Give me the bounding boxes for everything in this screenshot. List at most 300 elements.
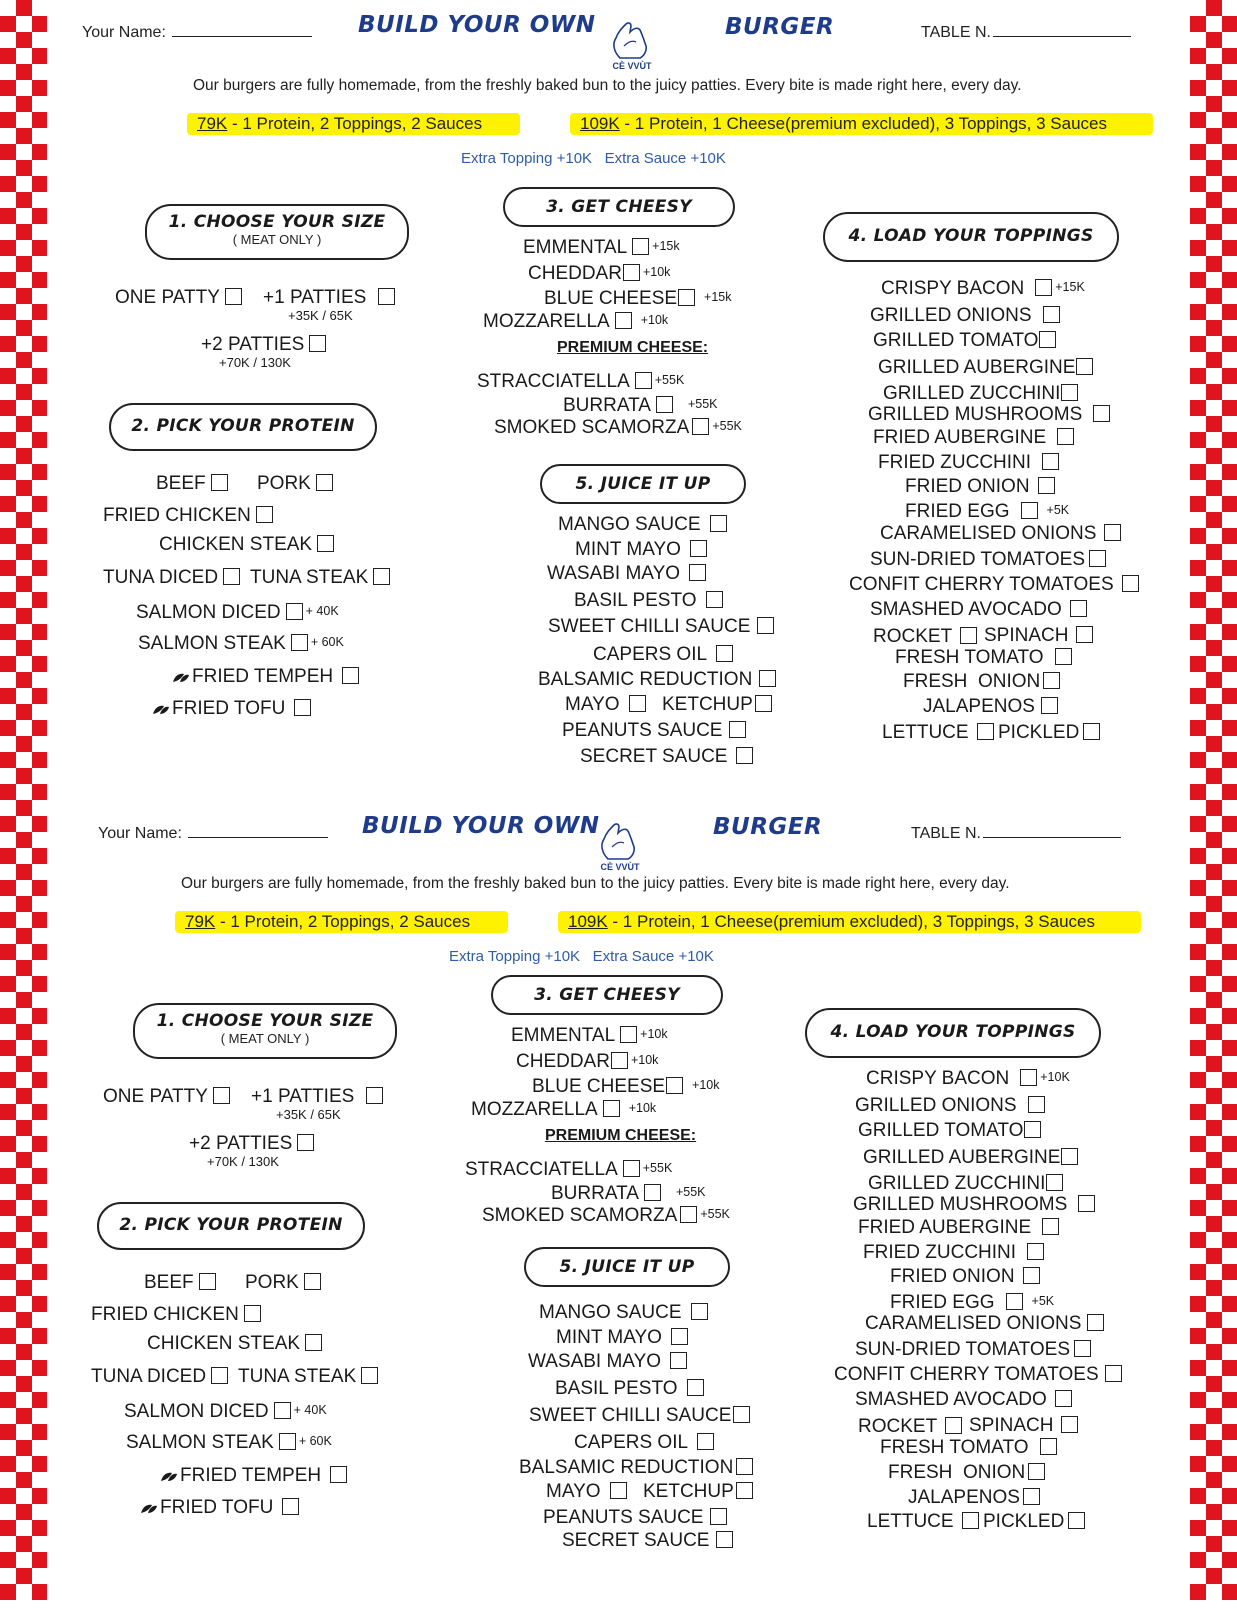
topping-grilled-onions[interactable]: [855, 1095, 1048, 1117]
checkbox[interactable]: [710, 1508, 727, 1525]
section-cheese-header: [491, 975, 723, 1015]
checkbox[interactable]: [1061, 1148, 1078, 1165]
extras-note: Extra Topping +10K Extra Sauce +10K: [461, 150, 726, 167]
protein-pork[interactable]: [257, 473, 336, 495]
checkbox[interactable]: [1104, 524, 1121, 541]
checkbox[interactable]: [1089, 550, 1106, 567]
sauce-secret[interactable]: [580, 746, 756, 768]
topping-jalapenos[interactable]: [923, 696, 1061, 718]
checkbox[interactable]: [225, 288, 242, 305]
topping-confit-cherry-tomatoes[interactable]: [849, 574, 1142, 596]
checkbox[interactable]: [317, 535, 334, 552]
option-label: FRIED ZUCCHINI: [878, 452, 1032, 473]
checkbox[interactable]: [1046, 1174, 1063, 1191]
topping-spinach[interactable]: [984, 625, 1096, 647]
checkbox[interactable]: [1028, 1096, 1045, 1113]
checkbox[interactable]: [378, 288, 395, 305]
option-label: GRILLED AUBERGINE: [878, 357, 1076, 378]
sauce-basil-pesto[interactable]: [555, 1378, 707, 1400]
checkbox[interactable]: [962, 1512, 979, 1529]
checkbox[interactable]: [736, 1458, 753, 1475]
section-cheese-title: 3. GET CHEESY: [534, 985, 680, 1005]
topping-grilled-zucchini[interactable]: [883, 383, 1081, 405]
checkbox[interactable]: [1061, 384, 1078, 401]
option-label: FRIED AUBERGINE: [873, 427, 1047, 448]
checker-border-left: [0, 0, 47, 1600]
option-label: FRIED TOFU: [172, 698, 286, 719]
option-label: +2 PATTIES: [189, 1133, 293, 1154]
option-label: CAPERS OIL: [593, 644, 708, 665]
protein-tuna-diced[interactable]: [91, 1366, 231, 1388]
protein-fried-tofu[interactable]: [140, 1497, 302, 1519]
checkbox[interactable]: [697, 1433, 714, 1450]
section-toppings-title: 4. LOAD YOUR TOPPINGS: [830, 1022, 1076, 1042]
option-plus1-patties[interactable]: [251, 1086, 386, 1108]
checkbox[interactable]: [629, 695, 646, 712]
checkbox[interactable]: [687, 1379, 704, 1396]
sauce-peanuts[interactable]: [562, 720, 749, 742]
checkbox[interactable]: [736, 747, 753, 764]
cheese-stracciatella[interactable]: [477, 371, 684, 393]
protein-salmon-steak[interactable]: [138, 633, 344, 655]
checkbox[interactable]: [1068, 1512, 1085, 1529]
checkbox[interactable]: [1122, 575, 1139, 592]
cheese-blue[interactable]: [532, 1076, 720, 1098]
checkbox[interactable]: [1074, 1340, 1091, 1357]
option-label: MAYO: [565, 694, 620, 715]
section-cheese-header: [503, 187, 735, 227]
checkbox[interactable]: [635, 372, 652, 389]
option-label: CARAMELISED ONIONS: [880, 523, 1097, 544]
checkbox[interactable]: [1042, 1218, 1059, 1235]
topping-grilled-tomato[interactable]: [858, 1120, 1044, 1142]
checkbox[interactable]: [1021, 502, 1038, 519]
checkbox[interactable]: [623, 264, 640, 281]
option-label: GRILLED ONIONS: [855, 1095, 1017, 1116]
checkbox[interactable]: [1006, 1293, 1023, 1310]
topping-rocket[interactable]: [858, 1416, 965, 1438]
sauce-capers-oil[interactable]: [574, 1432, 717, 1454]
option-label: BLUE CHEESE: [544, 288, 678, 309]
checkbox[interactable]: [274, 1402, 291, 1419]
topping-lettuce[interactable]: [882, 722, 997, 744]
topping-fried-zucchini[interactable]: [863, 1242, 1047, 1264]
protein-salmon-diced[interactable]: [124, 1401, 327, 1423]
checkbox[interactable]: [309, 335, 326, 352]
protein-chicken-steak[interactable]: [147, 1333, 325, 1355]
checkbox[interactable]: [632, 238, 649, 255]
topping-grilled-tomato[interactable]: [873, 330, 1059, 352]
topping-fried-aubergine[interactable]: [873, 427, 1077, 449]
sauce-mango[interactable]: [539, 1302, 711, 1324]
checkbox[interactable]: [294, 699, 311, 716]
checkbox[interactable]: [716, 1531, 733, 1548]
cheese-emmental[interactable]: [511, 1025, 668, 1047]
topping-sun-dried-tomatoes[interactable]: [870, 549, 1109, 571]
sauce-wasabi-mayo[interactable]: [547, 563, 709, 585]
topping-pickled[interactable]: [998, 722, 1103, 744]
sauce-balsamic[interactable]: [538, 669, 779, 691]
topping-fried-aubergine[interactable]: [858, 1217, 1062, 1239]
cheese-cheddar[interactable]: [528, 263, 670, 285]
checkbox[interactable]: [755, 695, 772, 712]
checkbox[interactable]: [611, 1052, 628, 1069]
option-label: PEANUTS SAUCE: [543, 1507, 704, 1528]
checkbox[interactable]: [1057, 428, 1074, 445]
price-note: +10K: [1040, 1070, 1070, 1084]
protein-chicken-steak[interactable]: [159, 534, 337, 556]
cheese-blue[interactable]: [544, 288, 732, 310]
cheese-burrata[interactable]: [563, 395, 718, 417]
checkbox[interactable]: [1023, 1267, 1040, 1284]
table-number-field[interactable]: [921, 24, 1131, 42]
checkbox[interactable]: [1027, 1243, 1044, 1260]
topping-grilled-mushrooms[interactable]: [868, 404, 1113, 426]
table-line[interactable]: [993, 24, 1131, 37]
checkbox[interactable]: [666, 1077, 683, 1094]
option-label: TUNA DICED: [91, 1366, 207, 1387]
checkbox[interactable]: [213, 1087, 230, 1104]
checkbox[interactable]: [1076, 626, 1093, 643]
checkbox[interactable]: [691, 1303, 708, 1320]
checkbox[interactable]: [1043, 672, 1060, 689]
option-label: GRILLED MUSHROOMS: [868, 404, 1083, 425]
checkbox[interactable]: [1076, 358, 1093, 375]
topping-lettuce[interactable]: [867, 1511, 982, 1533]
cheese-stracciatella[interactable]: [465, 1159, 672, 1181]
checkbox[interactable]: [1083, 723, 1100, 740]
checkbox[interactable]: [1040, 1438, 1057, 1455]
option-plus2-patties[interactable]: [201, 334, 329, 356]
checkbox[interactable]: [223, 568, 240, 585]
title-left: BUILD YOUR OWN: [358, 12, 596, 38]
option-label: SALMON DICED: [124, 1401, 269, 1422]
topping-grilled-zucchini[interactable]: [868, 1173, 1066, 1195]
premium-cheese-label: PREMIUM CHEESE:: [545, 1127, 697, 1144]
checkbox[interactable]: [757, 617, 774, 634]
checkbox[interactable]: [1043, 306, 1060, 323]
offer-109k-text: - 1 Protein, 1 Cheese(premium excluded), 3 Toppings, 3 Sauces: [607, 912, 1095, 931]
checkbox[interactable]: [1041, 697, 1058, 714]
protein-fried-tempeh[interactable]: [160, 1465, 350, 1487]
option-label: ROCKET: [873, 626, 953, 647]
topping-fried-onion[interactable]: [890, 1266, 1043, 1288]
option-label: FRESH ONION: [903, 671, 1041, 692]
checkbox[interactable]: [211, 1367, 228, 1384]
option-label: SALMON STEAK: [138, 633, 286, 654]
option-plus2-patties[interactable]: [189, 1133, 317, 1155]
your-name-field[interactable]: [98, 825, 328, 843]
checkbox[interactable]: [297, 1134, 314, 1151]
option-label: FRIED ONION: [905, 476, 1030, 497]
table-number-field[interactable]: [911, 825, 1121, 843]
topping-fried-onion[interactable]: [905, 476, 1058, 498]
protein-beef[interactable]: [144, 1272, 219, 1294]
checkbox[interactable]: [710, 515, 727, 532]
option-one-patty[interactable]: [103, 1086, 233, 1108]
checkbox[interactable]: [1061, 1416, 1078, 1433]
option-label: WASABI MAYO: [528, 1351, 662, 1372]
checkbox[interactable]: [366, 1087, 383, 1104]
checkbox[interactable]: [1038, 477, 1055, 494]
checkbox[interactable]: [316, 474, 333, 491]
checkbox[interactable]: [690, 540, 707, 557]
option-label: PEANUTS SAUCE: [562, 720, 723, 741]
option-label: +1 PATTIES: [263, 287, 367, 308]
sauce-balsamic[interactable]: [519, 1457, 756, 1479]
option-label: MINT MAYO: [556, 1327, 662, 1348]
checkbox[interactable]: [279, 1433, 296, 1450]
option-label: CHEDDAR: [528, 263, 622, 284]
option-label: FRESH ONION: [888, 1462, 1026, 1483]
option-label: TUNA DICED: [103, 567, 219, 588]
sauce-secret[interactable]: [562, 1530, 736, 1552]
option-label: ONE PATTY: [115, 287, 220, 308]
cheese-cheddar[interactable]: [516, 1051, 658, 1073]
section-protein-title: 2. PICK YOUR PROTEIN: [131, 416, 355, 436]
option-label: FRESH TOMATO: [880, 1437, 1029, 1458]
checkbox[interactable]: [1055, 648, 1072, 665]
price-note: +15K: [1055, 280, 1085, 294]
table-label: TABLE N.: [911, 825, 981, 842]
checkbox[interactable]: [671, 1328, 688, 1345]
section-toppings-title: 4. LOAD YOUR TOPPINGS: [848, 226, 1094, 246]
cheese-smoked-scamorza[interactable]: [482, 1205, 730, 1227]
title-left: BUILD YOUR OWN: [362, 813, 600, 839]
checkbox[interactable]: [286, 603, 303, 620]
option-label: CRISPY BACON: [881, 278, 1025, 299]
cheese-emmental[interactable]: [523, 237, 680, 259]
checkbox[interactable]: [656, 396, 673, 413]
topping-sun-dried-tomatoes[interactable]: [855, 1339, 1094, 1361]
option-plus1-patties[interactable]: [263, 287, 398, 309]
checkbox[interactable]: [692, 418, 709, 435]
option-label: PICKLED: [998, 722, 1080, 743]
protein-salmon-diced[interactable]: [136, 602, 339, 624]
cheese-smoked-scamorza[interactable]: [494, 417, 742, 439]
option-label: ROCKET: [858, 1416, 938, 1437]
option-label: SMOKED SCAMORZA: [482, 1205, 678, 1226]
table-line[interactable]: [983, 825, 1121, 838]
checkbox[interactable]: [1039, 331, 1056, 348]
checkbox[interactable]: [689, 564, 706, 581]
checkbox[interactable]: [603, 1100, 620, 1117]
topping-grilled-aubergine[interactable]: [863, 1147, 1081, 1169]
topping-grilled-mushrooms[interactable]: [853, 1194, 1098, 1216]
topping-caramelised-onions[interactable]: [880, 523, 1124, 545]
protein-salmon-steak[interactable]: [126, 1432, 332, 1454]
checkbox[interactable]: [1024, 1121, 1041, 1138]
protein-fried-chicken[interactable]: [91, 1304, 264, 1326]
protein-tuna-steak[interactable]: [238, 1366, 381, 1388]
topping-fresh-tomato[interactable]: [895, 647, 1075, 669]
option-label: MINT MAYO: [575, 539, 681, 560]
topping-pickled[interactable]: [983, 1511, 1088, 1533]
sauce-mint-mayo[interactable]: [575, 539, 710, 561]
topping-fresh-onion[interactable]: [903, 671, 1063, 693]
checkbox[interactable]: [1055, 1390, 1072, 1407]
option-label: MANGO SAUCE: [558, 514, 701, 535]
option-label: GRILLED AUBERGINE: [863, 1147, 1061, 1168]
checkbox[interactable]: [670, 1352, 687, 1369]
checkbox[interactable]: [1070, 600, 1087, 617]
option-one-patty[interactable]: [115, 287, 245, 309]
option-label: GRILLED ZUCCHINI: [883, 383, 1061, 404]
checkbox[interactable]: [211, 474, 228, 491]
checkbox[interactable]: [361, 1367, 378, 1384]
protein-tuna-steak[interactable]: [250, 567, 393, 589]
checkbox[interactable]: [304, 1273, 321, 1290]
checkbox[interactable]: [342, 667, 359, 684]
option-label: FRESH TOMATO: [895, 647, 1044, 668]
option-label: BASIL PESTO: [555, 1378, 678, 1399]
extras-note: Extra Topping +10K Extra Sauce +10K: [449, 948, 714, 965]
option-label: BEEF: [144, 1272, 194, 1293]
checkbox[interactable]: [1035, 279, 1052, 296]
checkbox[interactable]: [736, 1482, 753, 1499]
checkbox[interactable]: [244, 1305, 261, 1322]
checkbox[interactable]: [620, 1026, 637, 1043]
checkbox[interactable]: [706, 591, 723, 608]
option-label: FRIED AUBERGINE: [858, 1217, 1032, 1238]
price-note: +5K: [1031, 1294, 1055, 1308]
checkbox[interactable]: [759, 670, 776, 687]
checkbox[interactable]: [1078, 1195, 1095, 1212]
sauce-sweet-chilli[interactable]: [529, 1405, 753, 1427]
your-name-label: Your Name:: [82, 24, 166, 41]
checkbox[interactable]: [1042, 453, 1059, 470]
checkbox[interactable]: [945, 1417, 962, 1434]
checkbox[interactable]: [610, 1482, 627, 1499]
price-note: +55K: [654, 373, 685, 387]
checkbox[interactable]: [199, 1273, 216, 1290]
protein-tuna-diced[interactable]: [103, 567, 243, 589]
option-label: SPINACH: [969, 1415, 1054, 1436]
checkbox[interactable]: [623, 1160, 640, 1177]
topping-smashed-avocado[interactable]: [870, 599, 1090, 621]
option-label: BEEF: [156, 473, 206, 494]
checkbox[interactable]: [1087, 1314, 1104, 1331]
sauce-wasabi-mayo[interactable]: [528, 1351, 690, 1373]
premium-cheese-label: PREMIUM CHEESE:: [557, 339, 709, 356]
checkbox[interactable]: [729, 721, 746, 738]
your-name-line[interactable]: [188, 825, 328, 838]
sauce-capers-oil[interactable]: [593, 644, 736, 666]
intro-text: Our burgers are fully homemade, from the freshly baked bun to the juicy patties. Every bite is made right here, every day.: [181, 875, 1010, 892]
checkbox[interactable]: [305, 1334, 322, 1351]
checker-border-right: [1190, 0, 1237, 1600]
section-cheese-title: 3. GET CHEESY: [546, 197, 692, 217]
table-label: TABLE N.: [921, 24, 991, 41]
your-name-field[interactable]: [82, 24, 312, 42]
cheese-mozzarella[interactable]: [471, 1099, 656, 1121]
sauce-peanuts[interactable]: [543, 1507, 730, 1529]
checkbox[interactable]: [678, 289, 695, 306]
option-label: WASABI MAYO: [547, 563, 681, 584]
hand-logo-icon: [600, 12, 660, 68]
checkbox[interactable]: [1023, 1488, 1040, 1505]
sauce-mayo[interactable]: [565, 694, 649, 716]
option-label: BASIL PESTO: [574, 590, 697, 611]
protein-fried-chicken[interactable]: [103, 505, 276, 527]
topping-fried-egg[interactable]: [890, 1292, 1054, 1314]
sauce-ketchup[interactable]: [643, 1481, 756, 1503]
option-label: SMASHED AVOCADO: [870, 599, 1062, 620]
topping-smashed-avocado[interactable]: [855, 1389, 1075, 1411]
topping-grilled-onions[interactable]: [870, 305, 1063, 327]
checkbox[interactable]: [282, 1498, 299, 1515]
checkbox[interactable]: [330, 1466, 347, 1483]
checkbox[interactable]: [1020, 1069, 1037, 1086]
section-toppings-header: [805, 1008, 1101, 1058]
checkbox[interactable]: [644, 1184, 661, 1201]
checkbox[interactable]: [256, 506, 273, 523]
checkbox[interactable]: [291, 634, 308, 651]
topping-fried-egg[interactable]: [905, 501, 1069, 523]
option-label: +2 PATTIES: [201, 334, 305, 355]
topping-caramelised-onions[interactable]: [865, 1313, 1107, 1335]
topping-fresh-onion[interactable]: [888, 1462, 1048, 1484]
section-sauces-title: 5. JUICE IT UP: [575, 474, 711, 494]
price-note: +55K: [675, 1185, 706, 1199]
topping-fresh-tomato[interactable]: [880, 1437, 1060, 1459]
topping-fried-zucchini[interactable]: [878, 452, 1062, 474]
option-label: SWEET CHILLI SAUCE: [548, 616, 751, 637]
checkbox[interactable]: [680, 1206, 697, 1223]
checkbox[interactable]: [1093, 405, 1110, 422]
option-label: FRIED EGG: [890, 1292, 995, 1313]
price-note: + 40K: [305, 604, 339, 618]
topping-confit-cherry-tomatoes[interactable]: [834, 1364, 1125, 1386]
topping-grilled-aubergine[interactable]: [878, 357, 1096, 379]
checkbox[interactable]: [977, 723, 994, 740]
option-label: GRILLED TOMATO: [858, 1120, 1024, 1141]
protein-fried-tempeh[interactable]: [172, 666, 362, 688]
order-sheet-1: [60, 0, 1177, 800]
topping-rocket[interactable]: [873, 626, 980, 648]
sauce-sweet-chilli[interactable]: [548, 616, 777, 638]
option-label: SWEET CHILLI SAUCE: [529, 1405, 732, 1426]
checkbox[interactable]: [1105, 1365, 1122, 1382]
topping-crispy-bacon[interactable]: [866, 1068, 1070, 1090]
your-name-line[interactable]: [172, 24, 312, 37]
checkbox[interactable]: [733, 1406, 750, 1423]
protein-beef[interactable]: [156, 473, 231, 495]
cheese-burrata[interactable]: [551, 1183, 706, 1205]
protein-pork[interactable]: [245, 1272, 324, 1294]
checkbox[interactable]: [960, 627, 977, 644]
topping-spinach[interactable]: [969, 1415, 1081, 1437]
sauce-ketchup[interactable]: [662, 694, 775, 716]
topping-jalapenos[interactable]: [908, 1487, 1043, 1509]
section-size-header: [133, 1003, 397, 1059]
option-label: FRIED ZUCCHINI: [863, 1242, 1017, 1263]
cheese-mozzarella[interactable]: [483, 311, 668, 333]
sauce-mayo[interactable]: [546, 1481, 630, 1503]
checkbox[interactable]: [373, 568, 390, 585]
sauce-mango[interactable]: [558, 514, 730, 536]
checkbox[interactable]: [716, 645, 733, 662]
checkbox[interactable]: [615, 312, 632, 329]
price-note: +10k: [640, 313, 669, 327]
intro-text: Our burgers are fully homemade, from the freshly baked bun to the juicy patties. Every bite is made right here, every day.: [193, 77, 1022, 94]
protein-fried-tofu[interactable]: [152, 698, 314, 720]
topping-crispy-bacon[interactable]: [881, 278, 1085, 300]
checkbox[interactable]: [1028, 1463, 1045, 1480]
sauce-mint-mayo[interactable]: [556, 1327, 691, 1349]
section-size-title: 1. CHOOSE YOUR SIZE: [168, 212, 386, 232]
sauce-basil-pesto[interactable]: [574, 590, 726, 612]
